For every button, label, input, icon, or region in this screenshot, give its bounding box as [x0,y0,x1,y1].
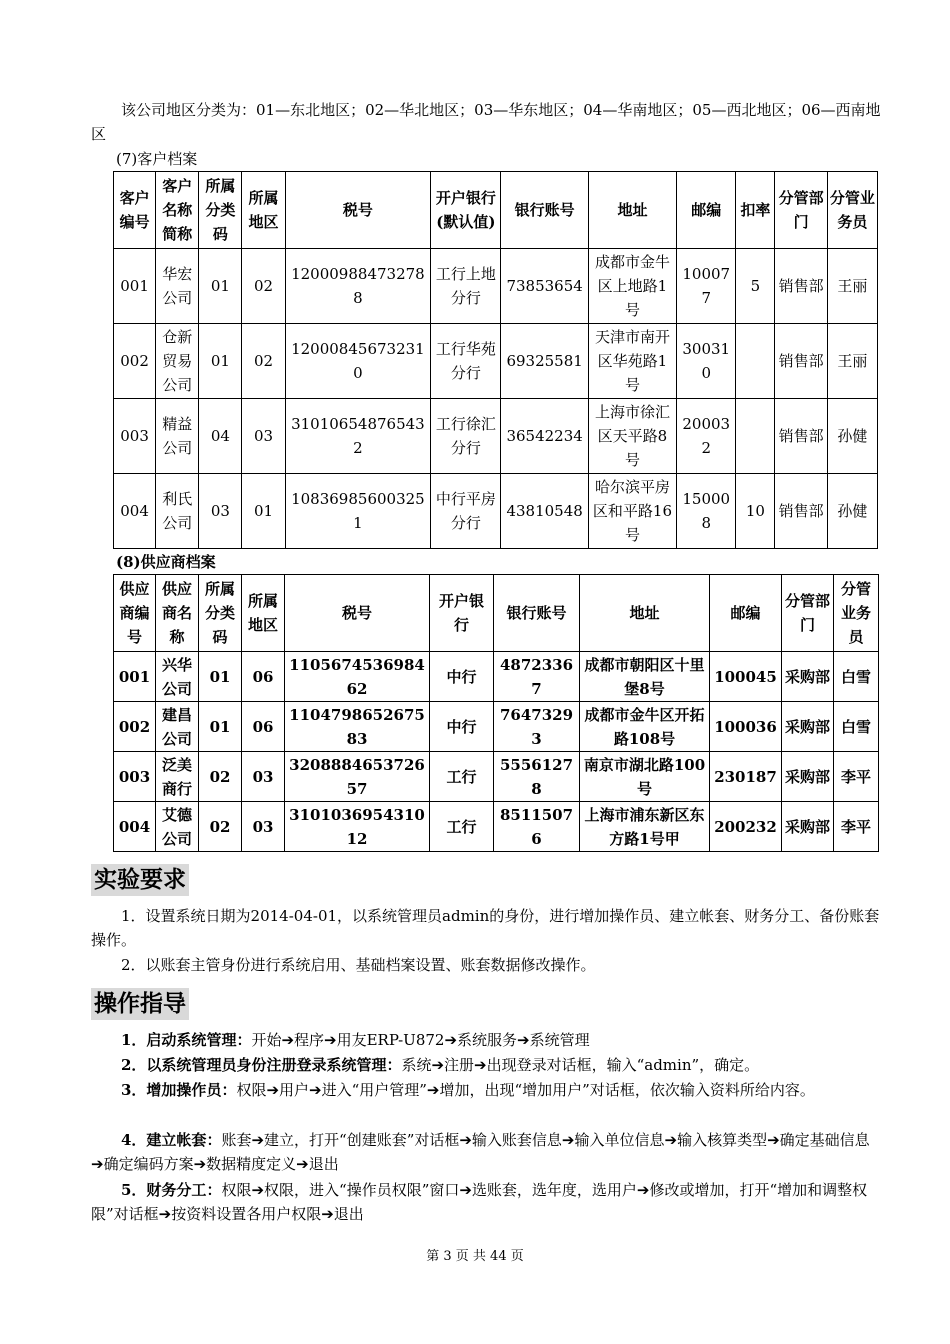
customer-cell: 36542234 [501,399,588,474]
supplier-cell: 110479865267583 [285,702,430,752]
customer-cell: 华宏公司 [156,249,199,324]
supplier-header-cell: 分管业务员 [834,575,879,652]
supplier-cell: 李平 [834,802,879,852]
guide-step-3: 3．增加操作员：权限➔用户➔进入“用户管理”➔增加，出现“增加用户”对话框，依次输入资料所给内容。 [121,1081,815,1099]
customer-header-row [114,172,878,249]
customer-cell: 中行平房分行 [431,474,501,549]
customer-header-cell: 扣率 [736,172,775,249]
table-row [114,324,878,399]
supplier-cell: 中行 [430,652,494,702]
supplier-cell: 上海市浦东新区东方路1号甲 [580,802,710,852]
customer-cell [736,324,775,399]
customer-cell: 工行徐汇分行 [431,399,501,474]
supplier-header-cell: 邮编 [710,575,782,652]
supplier-cell: 003 [114,752,156,802]
customer-cell: 100077 [677,249,736,324]
supplier-header-cell: 税号 [285,575,430,652]
supplier-cell: 白雪 [834,652,879,702]
supplier-cell: 55561278 [494,752,580,802]
supplier-cell: 48723367 [494,652,580,702]
supplier-cell: 002 [114,702,156,752]
supplier-header-cell: 地址 [580,575,710,652]
customer-cell: 002 [114,324,156,399]
supplier-cell: 76473293 [494,702,580,752]
customer-cell: 哈尔滨平房区和平路16号 [588,474,676,549]
supplier-cell: 成都市金牛区开拓路108号 [580,702,710,752]
table-row [114,249,878,324]
customer-cell: 02 [242,324,285,399]
supplier-cell: 兴华公司 [156,652,199,702]
supplier-header-cell: 供应商编号 [114,575,156,652]
region-intro: 该公司地区分类为：01—东北地区；02—华北地区；03—华东地区；04—华南地区；05—西北地区；06—西南地区 [91,101,881,143]
customer-cell: 利氏公司 [156,474,199,549]
guide-step-5: 5．财务分工：权限➔权限，进入“操作员权限”窗口➔选账套，选年度，选用户➔修改或增加，打开“增加和调整权限”对话框➔按资料设置各用户权限➔退出 [91,1181,868,1223]
customer-cell: 销售部 [775,249,827,324]
customer-cell: 10 [736,474,775,549]
customer-cell: 5 [736,249,775,324]
supplier-cell: 成都市朝阳区十里堡8号 [580,652,710,702]
supplier-cell: 白雪 [834,702,879,752]
customer-cell: 73853654 [501,249,588,324]
customer-header-cell: 分管业务员 [827,172,877,249]
supplier-cell: 03 [242,802,285,852]
supplier-cell: 310103695431012 [285,802,430,852]
guide-step-1: 1．启动系统管理：开始➔程序➔用友ERP-U872➔系统服务➔系统管理 [121,1031,590,1049]
supplier-cell: 01 [199,702,242,752]
customer-cell: 天津市南开区华苑路1号 [588,324,676,399]
customer-table [113,171,878,549]
supplier-cell: 采购部 [782,652,834,702]
customer-cell: 300310 [677,324,736,399]
customer-header-cell: 所属地区 [242,172,285,249]
table-row [114,702,879,752]
supplier-cell: 工行 [430,752,494,802]
customer-header-cell: 所属分类码 [199,172,242,249]
customer-caption: (7)客户档案 [116,150,198,168]
supplier-cell: 200232 [710,802,782,852]
customer-cell: 孙健 [827,399,877,474]
customer-header-cell: 地址 [588,172,676,249]
customer-cell: 200032 [677,399,736,474]
customer-cell: 02 [242,249,285,324]
requirement-1: 1．设置系统日期为2014-04-01，以系统管理员admin的身份，进行增加操作员、建立帐套、财务分工、备份账套操作。 [91,907,880,949]
customer-cell: 销售部 [775,399,827,474]
supplier-cell: 001 [114,652,156,702]
customer-cell: 108369856003251 [285,474,431,549]
requirements-heading: 实验要求 [91,864,189,896]
guide-heading: 操作指导 [91,988,189,1020]
supplier-header-cell: 供应商名称 [156,575,199,652]
supplier-cell: 03 [242,752,285,802]
customer-cell: 成都市金牛区上地路1号 [588,249,676,324]
supplier-cell: 02 [199,802,242,852]
supplier-cell: 320888465372657 [285,752,430,802]
page-footer: 第 3 页 共 44 页 [426,1249,524,1264]
customer-cell: 王丽 [827,249,877,324]
supplier-cell: 建昌公司 [156,702,199,752]
supplier-cell: 工行 [430,802,494,852]
customer-header-cell: 邮编 [677,172,736,249]
table-row [114,752,879,802]
supplier-cell: 06 [242,652,285,702]
supplier-cell: 南京市湖北路100号 [580,752,710,802]
customer-cell: 120009884732788 [285,249,431,324]
supplier-cell: 100036 [710,702,782,752]
supplier-header-row [114,575,879,652]
customer-cell: 精益公司 [156,399,199,474]
customer-cell: 150008 [677,474,736,549]
customer-header-cell: 银行账号 [501,172,588,249]
table-row [114,652,879,702]
customer-cell: 01 [199,249,242,324]
customer-cell [736,399,775,474]
supplier-caption: (8)供应商档案 [116,553,216,571]
supplier-cell: 采购部 [782,802,834,852]
customer-header-cell: 客户编号 [114,172,156,249]
customer-header-cell: 分管部门 [775,172,827,249]
supplier-cell: 85115076 [494,802,580,852]
customer-cell: 03 [199,474,242,549]
customer-cell: 04 [199,399,242,474]
requirement-2: 2．以账套主管身份进行系统启用、基础档案设置、账套数据修改操作。 [121,956,596,974]
supplier-cell: 中行 [430,702,494,752]
table-row [114,802,879,852]
supplier-cell: 004 [114,802,156,852]
supplier-cell: 230187 [710,752,782,802]
guide-step-2: 2．以系统管理员身份注册登录系统管理：系统➔注册➔出现登录对话框，输入“admin”，确定。 [121,1056,760,1074]
customer-cell: 销售部 [775,474,827,549]
supplier-header-cell: 所属地区 [242,575,285,652]
customer-cell: 120008456732310 [285,324,431,399]
supplier-cell: 采购部 [782,752,834,802]
supplier-cell: 采购部 [782,702,834,752]
table-row [114,399,878,474]
customer-cell: 004 [114,474,156,549]
supplier-cell: 06 [242,702,285,752]
customer-header-cell: 税号 [285,172,431,249]
supplier-cell: 01 [199,652,242,702]
customer-cell: 001 [114,249,156,324]
customer-cell: 工行华苑分行 [431,324,501,399]
supplier-cell: 02 [199,752,242,802]
customer-cell: 销售部 [775,324,827,399]
customer-header-cell: 客户名称简称 [156,172,199,249]
supplier-header-cell: 所属分类码 [199,575,242,652]
customer-cell: 工行上地分行 [431,249,501,324]
customer-cell: 003 [114,399,156,474]
guide-step-4: 4．建立帐套：账套➔建立，打开“创建账套”对话框➔输入账套信息➔输入单位信息➔输入核算类型➔确定基础信息➔确定编码方案➔数据精度定义➔退出 [91,1131,870,1173]
supplier-table [113,574,879,852]
customer-cell: 01 [199,324,242,399]
customer-cell: 孙健 [827,474,877,549]
customer-cell: 03 [242,399,285,474]
supplier-cell: 110567453698462 [285,652,430,702]
customer-cell: 上海市徐汇区天平路8号 [588,399,676,474]
supplier-header-cell: 分管部门 [782,575,834,652]
customer-cell: 69325581 [501,324,588,399]
supplier-header-cell: 银行账号 [494,575,580,652]
supplier-cell: 100045 [710,652,782,702]
customer-cell: 仓新贸易公司 [156,324,199,399]
customer-header-cell: 开户银行(默认值) [431,172,501,249]
supplier-cell: 李平 [834,752,879,802]
table-row [114,474,878,549]
supplier-cell: 艾德公司 [156,802,199,852]
customer-cell: 43810548 [501,474,588,549]
customer-cell: 王丽 [827,324,877,399]
supplier-header-cell: 开户银行 [430,575,494,652]
supplier-cell: 泛美商行 [156,752,199,802]
customer-cell: 310106548765432 [285,399,431,474]
customer-cell: 01 [242,474,285,549]
